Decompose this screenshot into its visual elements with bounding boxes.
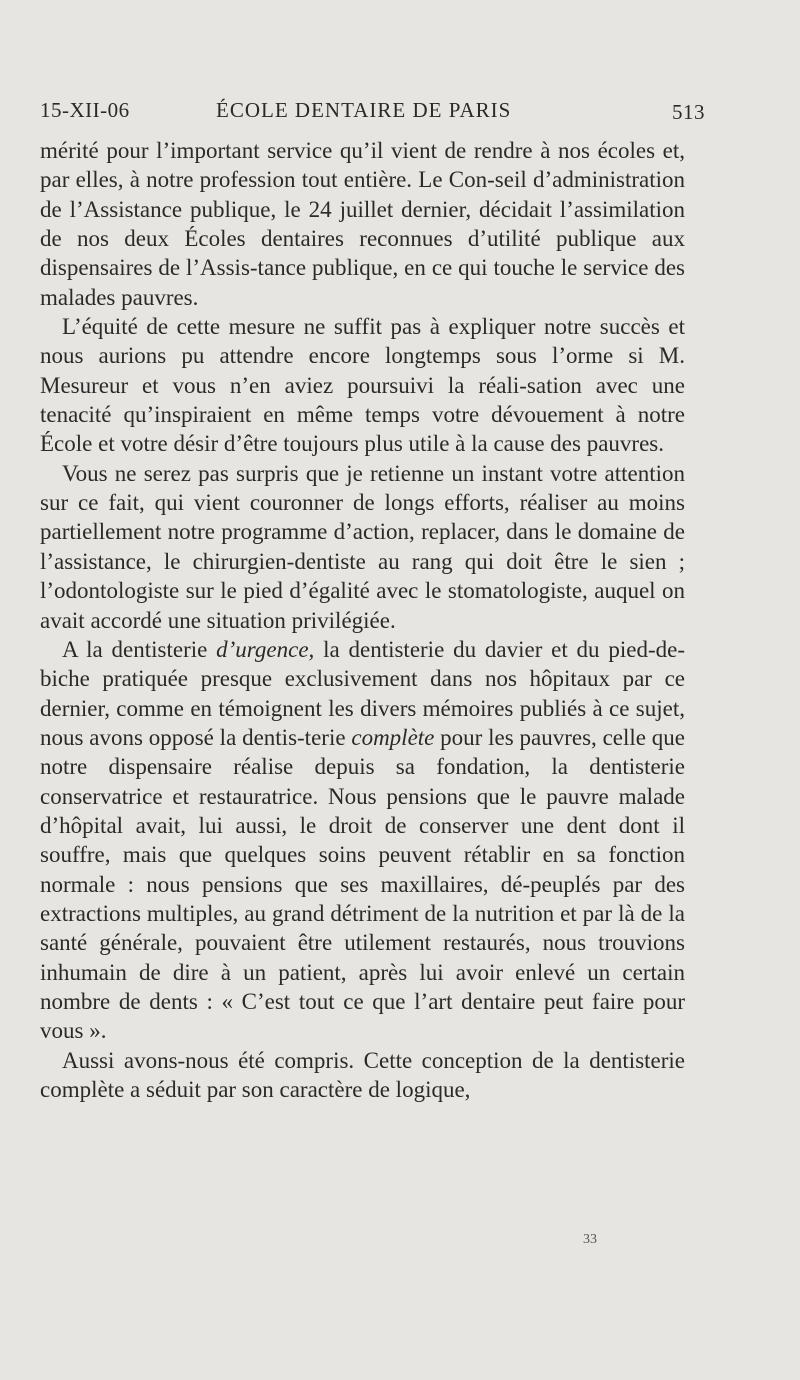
paragraph-2-text: L’équité de cette mesure ne suffit pas à expliquer notre succès et nous aurions pu attendre encore longtemps sous l’orme si M. Mesureur et vous n’en aviez poursuivi la réali-sation avec une tenacité qu’inspiraient en même temps votre dévouement à notre École et votre désir d’être toujours plus utile à la cause des pauvres. xyxy=(40,314,685,457)
issue-date: 15-XII-06 xyxy=(40,98,130,122)
paragraph-4 xyxy=(40,635,685,1046)
paragraph-4-text-end: pour les pauvres, celle que notre dispensaire réalise depuis sa fondation, la dentisterie conservatrice et restauratrice. Nous pensions que le pauvre malade d’hôpital avait, lui aussi, le droit de conserver une dent dont il souffre, mais que quelques soins peuvent rétablir en sa fonction normale : nous pensions que ses maxillaires, dé-peuplés par des extractions multiples, au grand détriment de la nutrition et par là de la santé générale, pouvaient être utilement restaurés, nous trouvions inhumain de dire à un patient, après lui avoir enlevé un certain nombre de dents : « C’est tout ce que l’art dentaire peut faire pour vous ». xyxy=(40,724,685,1044)
paragraph-3-text: Vous ne serez pas surpris que je retienne un instant votre attention sur ce fait, qui vient couronner de longs efforts, réaliser au moins partiellement notre programme d’action, replacer, dans le domaine de l’assistance, le chirurgien-dentiste au rang qui doit être le sien ; l’odontologiste sur le pied d’égalité avec le stomatologiste, auquel on avait accordé une situation privilégiée. xyxy=(40,460,685,633)
paragraph-1-text: mérité pour l’important service qu’il vient de rendre à nos écoles et, par elles, à notre profession tout entière. Le Con-seil d’administration de l’Assistance publique, le 24 juillet dernier, décidait l’assimilation de nos deux Écoles dentaires reconnues d’utilité publique aux dispensaires de l’Assis-tance publique, en ce qui touche le service des malades pauvres. xyxy=(40,138,685,310)
emphasis-urgence: d’urgence, xyxy=(216,636,315,662)
body-text xyxy=(40,136,685,1104)
page-number: 513 xyxy=(672,100,705,124)
paragraph-5-text: Aussi avons-nous été compris. Cette conception de la dentisterie complète a séduit par son caractère de logique, xyxy=(40,1047,685,1102)
running-title: ÉCOLE DENTAIRE DE PARIS xyxy=(216,98,512,122)
paragraph-1 xyxy=(40,136,685,312)
paragraph-2 xyxy=(40,312,685,459)
running-head xyxy=(40,98,705,128)
paragraph-5 xyxy=(40,1046,685,1105)
emphasis-complete: complète xyxy=(351,724,435,750)
signature-mark: 33 xyxy=(583,1232,597,1247)
paragraph-3 xyxy=(40,459,685,635)
paragraph-4-text-start: A la dentisterie xyxy=(62,636,217,662)
paragraph-4-text-middle: la dentisterie du davier et du pied-de-biche pratiquée presque exclusivement dans nos hôpitaux par ce dernier, comme en témoignent les divers mémoires publiés à ce sujet, nous avons opposé la dentis-terie xyxy=(40,636,685,750)
